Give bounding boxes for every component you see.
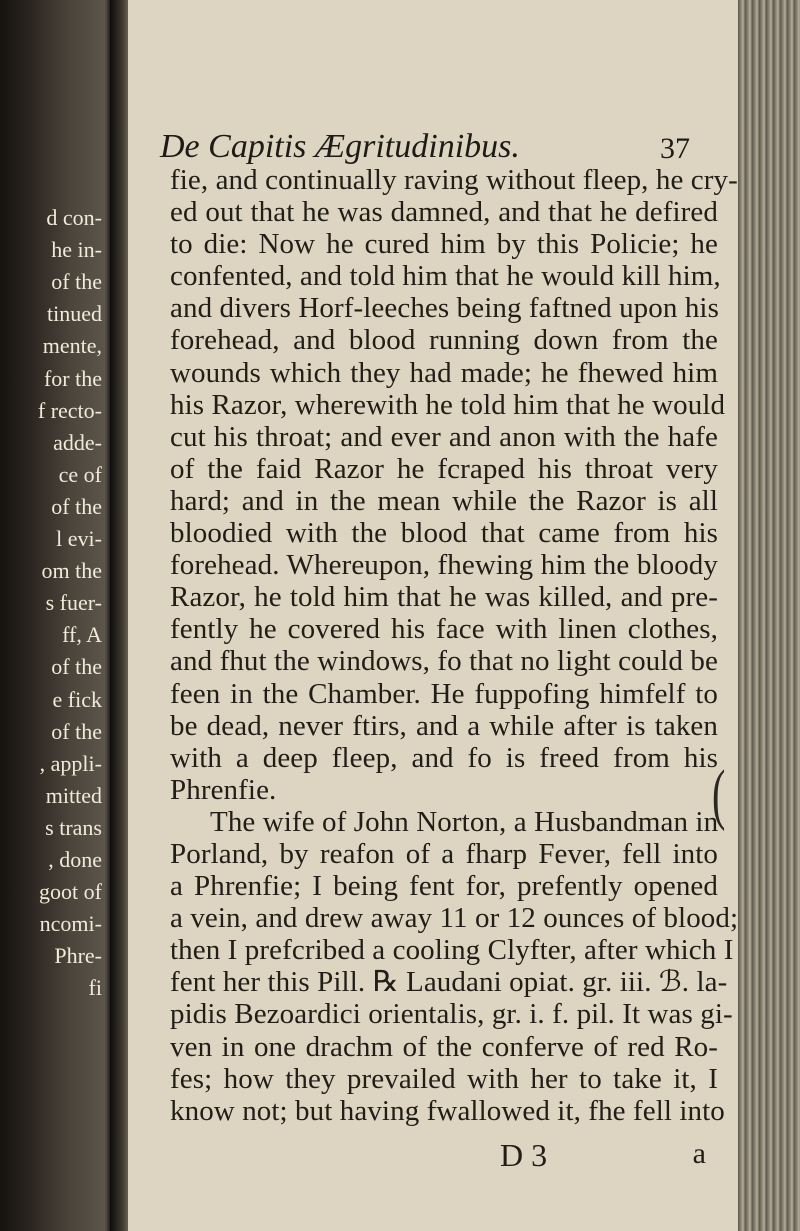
previous-page-fragment: adde- xyxy=(53,429,102,455)
running-title: De Capitis Ægritudinibus. xyxy=(160,128,520,165)
text-line: to die: Now he cured him by this Policie; he xyxy=(170,228,718,261)
text-line: Porland, by reafon of a fharp Fever, fell into xyxy=(170,837,718,870)
margin-bracket: ( xyxy=(712,755,726,832)
previous-page-fragment: ncomi- xyxy=(39,911,102,937)
text-line: hard; and in the mean while the Razor is all xyxy=(170,484,718,517)
text-line: fently he covered his face with linen clothes, xyxy=(170,613,718,646)
text-line: then I prefcribed a cooling Clyfter, after which I xyxy=(170,934,734,967)
previous-page-fragment: ff, A xyxy=(62,622,102,648)
text-line: forehead. Whereupon, fhewing him the bloody xyxy=(170,549,718,582)
previous-page-fragment: d con- xyxy=(46,205,102,230)
previous-page-fragment: , done xyxy=(48,847,102,872)
text-line: and fhut the windows, fo that no light could be xyxy=(170,645,718,678)
text-line: Phrenfie. xyxy=(170,773,277,806)
previous-page-fragment: tinued xyxy=(47,301,102,327)
previous-page-fragment: fi xyxy=(88,975,102,1001)
text-line: ed out that he was damned, and that he defired xyxy=(170,196,718,229)
text-line: wounds which they had made; he fhewed him xyxy=(170,356,718,389)
text-line: his Razor, wherewith he told him that he would xyxy=(170,388,726,421)
text-line: ven in one drachm of the conferve of red Ro- xyxy=(170,1030,718,1063)
signature-line xyxy=(170,1137,718,1177)
text-line: bloodied with the blood that came from his xyxy=(170,517,718,550)
previous-page-fragment: goot of xyxy=(39,879,102,905)
text-line: feen in the Chamber. He fuppofing himfelf to xyxy=(170,677,718,710)
text-line: The wife of John Norton, a Husbandman in xyxy=(210,805,719,838)
text-line: a vein, and drew away 11 or 12 ounces of blood; xyxy=(170,902,739,935)
text-line: be dead, never ftirs, and a while after is taken xyxy=(170,709,718,742)
text-line: cut his throat; and ever and anon with the hafe xyxy=(170,420,718,453)
text-line: with a deep fleep, and fo is freed from his xyxy=(170,741,718,774)
text-line: fent her this Pill. ℞ Laudani opiat. gr. iii. ℬ. la- xyxy=(170,966,728,999)
previous-page-fragment: l evi- xyxy=(56,526,102,551)
body-text xyxy=(170,164,739,1173)
text-line: fie, and continually raving without fleep, he cry- xyxy=(170,164,738,196)
previous-page-fragment: ce of xyxy=(58,461,102,487)
previous-page-fragment: e fick xyxy=(52,686,102,712)
previous-page-fragment: for the xyxy=(43,365,102,391)
previous-page-fragment: of the xyxy=(51,493,102,519)
previous-page-fragment: f recto- xyxy=(37,397,102,423)
catchword: a xyxy=(692,1137,706,1170)
text-line: of the faid Razor he fcraped his throat very xyxy=(170,452,718,485)
previous-page-fragment: he in- xyxy=(51,237,102,263)
text-line: a Phrenfie; I being fent for, prefently opened xyxy=(170,870,718,903)
previous-page-fragment: om the xyxy=(41,558,102,584)
text-line: pidis Bezoardici orientalis, gr. i. f. pil. It was gi- xyxy=(170,998,733,1031)
previous-page-fragment: mitted xyxy=(45,782,102,808)
text-line: forehead, and blood running down from the xyxy=(170,324,718,357)
page-header xyxy=(150,128,710,168)
text-line: fes; how they prevailed with her to take it, I xyxy=(170,1062,718,1095)
page-number: 37 xyxy=(660,132,690,165)
previous-page-fragment: of the xyxy=(51,654,102,680)
page-fore-edges xyxy=(738,0,800,1231)
text-line: Razor, he told him that he was killed, and pre- xyxy=(170,581,718,614)
previous-page-fragment: s fuer- xyxy=(45,590,102,616)
previous-page-fragment: of the xyxy=(51,718,102,744)
previous-page-fragment: s trans xyxy=(45,814,102,840)
previous-page-fragment: Phre- xyxy=(54,943,102,969)
previous-page-fragment: mente, xyxy=(42,333,102,359)
text-line: and divers Horf-leeches being faftned upon his xyxy=(170,292,719,325)
text-line: confented, and told him that he would kill him, xyxy=(170,260,721,293)
signature-mark: D 3 xyxy=(500,1137,548,1173)
text-line: know not; but having fwallowed it, fhe fell into xyxy=(170,1094,725,1127)
previous-page-fragment: of the xyxy=(51,269,102,295)
previous-page-fragment: , appli- xyxy=(39,750,102,776)
